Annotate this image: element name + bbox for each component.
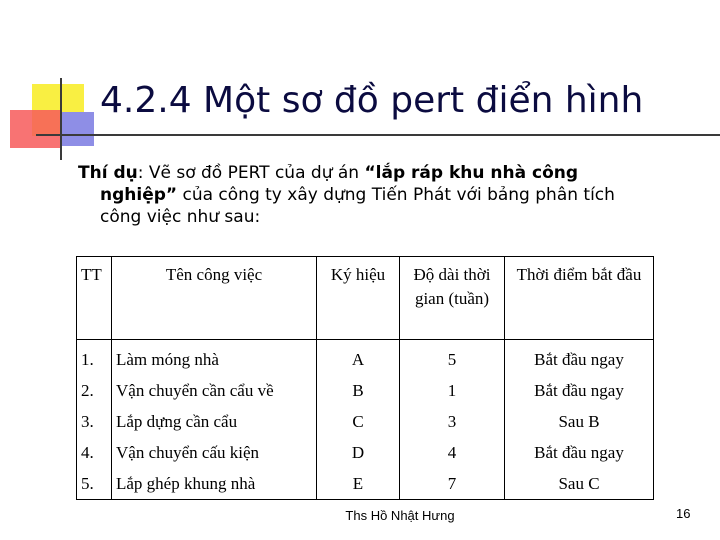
cell-symbol: E bbox=[317, 468, 400, 500]
cell-symbol: D bbox=[317, 437, 400, 468]
project-name-part1: “lắp ráp khu nhà công bbox=[364, 163, 579, 183]
cell-symbol: A bbox=[317, 340, 400, 376]
cell-duration: 5 bbox=[400, 340, 505, 376]
cell-tt: 3. bbox=[77, 406, 112, 437]
cell-symbol: B bbox=[317, 375, 400, 406]
decor-blue-square bbox=[62, 112, 94, 146]
table-header-row bbox=[77, 257, 654, 340]
cell-duration: 7 bbox=[400, 468, 505, 500]
header-task-name: Tên công việc bbox=[112, 257, 317, 340]
header-duration: Độ dài thời gian (tuần) bbox=[400, 257, 505, 340]
title-underline bbox=[36, 134, 720, 136]
table-row bbox=[77, 437, 654, 468]
cell-symbol: C bbox=[317, 406, 400, 437]
cell-tt: 5. bbox=[77, 468, 112, 500]
decor-red-square bbox=[10, 110, 62, 148]
cell-start-time: Bắt đầu ngay bbox=[505, 340, 654, 376]
cell-start-time: Sau C bbox=[505, 468, 654, 500]
header-tt: TT bbox=[77, 257, 112, 340]
cell-start-time: Bắt đầu ngay bbox=[505, 437, 654, 468]
table-row bbox=[77, 406, 654, 437]
cell-task-name: Lắp ghép khung nhà bbox=[112, 468, 317, 500]
task-table bbox=[76, 256, 654, 500]
intro-line-3: công việc như sau: bbox=[100, 207, 261, 227]
table-row bbox=[77, 375, 654, 406]
cell-start-time: Bắt đầu ngay bbox=[505, 375, 654, 406]
header-start-time: Thời điểm bắt đầu bbox=[505, 257, 654, 340]
cell-task-name: Lắp dựng cần cẩu bbox=[112, 406, 317, 437]
cell-start-time: Sau B bbox=[505, 406, 654, 437]
cell-duration: 3 bbox=[400, 406, 505, 437]
cell-duration: 4 bbox=[400, 437, 505, 468]
cell-tt: 4. bbox=[77, 437, 112, 468]
table-row bbox=[77, 468, 654, 500]
decor-vertical-line bbox=[60, 78, 62, 160]
cell-task-name: Vận chuyển cấu kiện bbox=[112, 437, 317, 468]
header-symbol: Ký hiệu bbox=[317, 257, 400, 340]
cell-duration: 1 bbox=[400, 375, 505, 406]
cell-task-name: Vận chuyển cần cẩu về bbox=[112, 375, 317, 406]
project-name-part2: nghiệp” bbox=[100, 185, 178, 205]
page-number: 16 bbox=[676, 506, 691, 521]
intro-text-b: của công ty xây dựng Tiến Phát với bảng phân tích bbox=[177, 185, 615, 205]
cell-tt: 2. bbox=[77, 375, 112, 406]
intro-line-2 bbox=[78, 184, 658, 206]
intro-label: Thí dụ bbox=[78, 163, 138, 183]
cell-task-name: Làm móng nhà bbox=[112, 340, 317, 376]
slide-title: 4.2.4 Một sơ đồ pert điển hình bbox=[100, 80, 644, 121]
intro-text-a: : Vẽ sơ đồ PERT của dự án bbox=[137, 163, 365, 183]
cell-tt: 1. bbox=[77, 340, 112, 376]
table-row bbox=[77, 340, 654, 376]
footer-author: Ths Hồ Nhật Hưng bbox=[345, 508, 455, 523]
intro-paragraph bbox=[78, 162, 658, 228]
